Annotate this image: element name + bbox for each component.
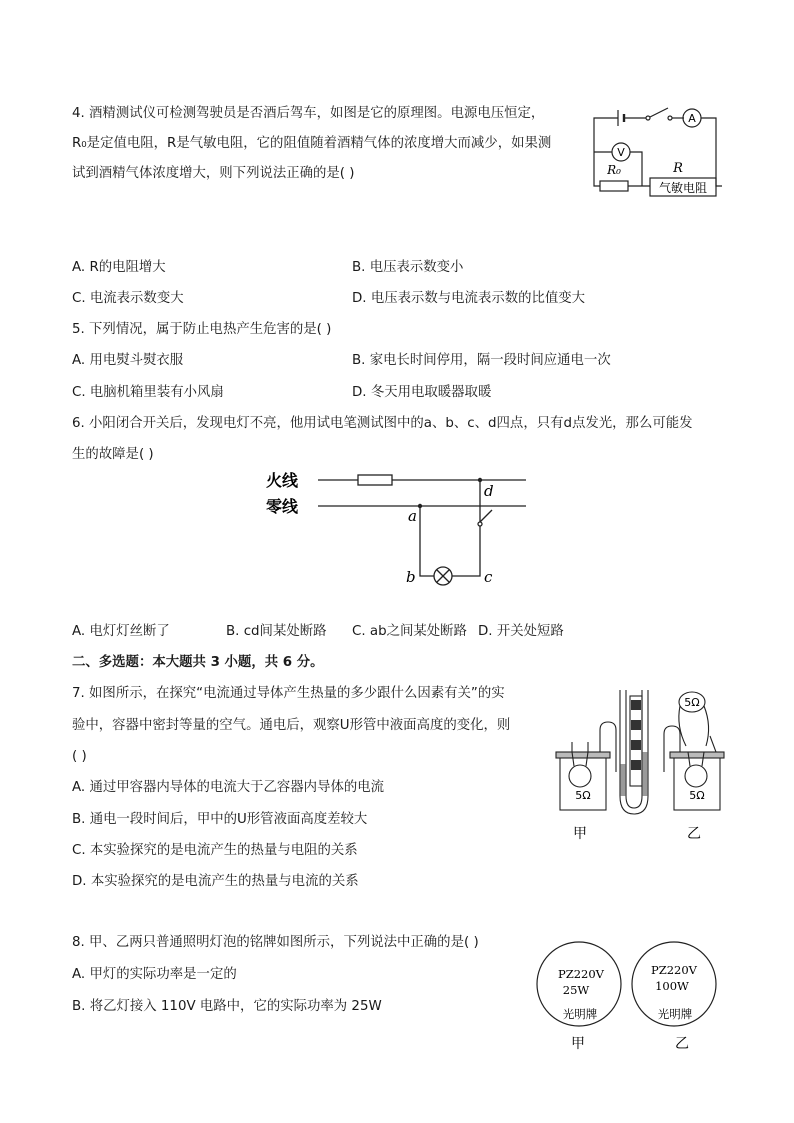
point-c-label: c <box>484 568 493 586</box>
sensor-label: 气敏电阻 <box>658 181 708 195</box>
lamp-jia-label: 甲 <box>571 1036 585 1052</box>
q6-option-d[interactable]: D. 开关处短路 <box>478 624 564 639</box>
jia-power-text: 25W <box>562 983 590 997</box>
section-heading: 二、多选题：本大题共 3 小题，共 6 分。 <box>72 655 324 670</box>
q7-stem-line1: 7. 如图所示，在探究“电流通过导体产生热量的多少跟什么因素有关”的实 <box>72 686 505 701</box>
q7-stem-line3: ( ) <box>72 749 87 764</box>
q5-option-b[interactable]: B. 家电长时间停用，隔一段时间应通电一次 <box>352 353 611 368</box>
lamp-yi-label: 乙 <box>675 1036 689 1052</box>
q6-option-c[interactable]: C. ab之间某处断路 <box>352 624 467 639</box>
q6-circuit-diagram <box>262 466 532 592</box>
container-yi-label: 乙 <box>687 826 701 842</box>
q4-option-b[interactable]: B. 电压表示数变小 <box>352 260 464 275</box>
q4-stem-line2: R₀是定值电阻，R是气敏电阻，它的阻值随着酒精气体的浓度增大而减少，如果测 <box>72 136 552 151</box>
q7-option-c[interactable]: C. 本实验探究的是电流产生的热量与电阻的关系 <box>72 843 358 858</box>
jia-brand-text: 光明牌 <box>562 1007 598 1021</box>
q7-option-d[interactable]: D. 本实验探究的是电流产生的热量与电流的关系 <box>72 874 359 889</box>
point-b-label: b <box>406 568 416 586</box>
q7-experiment-diagram <box>550 686 730 846</box>
outside-resistor-label: 5Ω <box>684 696 700 709</box>
q7-stem-line2: 验中，容器中密封等量的空气。通电后，观察U形管中液面高度的变化，则 <box>72 718 511 733</box>
q7-option-a[interactable]: A. 通过甲容器内导体的电流大于乙容器内导体的电流 <box>72 780 385 795</box>
q6-option-a[interactable]: A. 电灯灯丝断了 <box>72 624 170 639</box>
point-a-label: a <box>408 507 417 525</box>
yi-brand-text: 光明牌 <box>657 1007 693 1021</box>
jia-model-text: PZ220V <box>558 967 604 981</box>
yi-model-text: PZ220V <box>651 963 697 977</box>
live-wire-label: 火线 <box>266 471 299 490</box>
q4-stem-line1: 4. 酒精测试仪可检测驾驶员是否酒后驾车，如图是它的原理图。电源电压恒定， <box>72 106 545 121</box>
yi-power-text: 100W <box>655 979 689 993</box>
q5-stem: 5. 下列情况，属于防止电热产生危害的是( ) <box>72 322 332 337</box>
q8-stem: 8. 甲、乙两只普通照明灯泡的铭牌如图所示，下列说法中正确的是( ) <box>72 935 479 950</box>
point-d-label: d <box>484 482 494 500</box>
r0-label: R₀ <box>607 163 621 177</box>
q4-option-a[interactable]: A. R的电阻增大 <box>72 260 166 275</box>
q6-stem-line2: 生的故障是( ) <box>72 447 154 462</box>
voltmeter-symbol: V <box>617 146 625 159</box>
left-resistor-label: 5Ω <box>575 789 591 802</box>
r-label: R <box>673 161 683 176</box>
q8-option-a[interactable]: A. 甲灯的实际功率是一定的 <box>72 967 237 982</box>
container-jia-label: 甲 <box>573 826 587 842</box>
right-resistor-label: 5Ω <box>689 789 705 802</box>
ammeter-symbol: A <box>688 112 696 125</box>
q8-option-b[interactable]: B. 将乙灯接入 110V 电路中，它的实际功率为 25W <box>72 999 382 1014</box>
q8-nameplate-diagram <box>534 938 724 1058</box>
q4-stem-line3: 试到酒精气体浓度增大，则下列说法正确的是( ) <box>72 166 355 181</box>
q7-option-b[interactable]: B. 通电一段时间后，甲中的U形管液面高度差较大 <box>72 812 368 827</box>
q6-option-b[interactable]: B. cd间某处断路 <box>226 624 327 639</box>
neutral-wire-label: 零线 <box>266 497 299 516</box>
q5-option-d[interactable]: D. 冬天用电取暖器取暖 <box>352 385 492 400</box>
q5-option-c[interactable]: C. 电脑机箱里装有小风扇 <box>72 385 224 400</box>
q6-stem-line1: 6. 小阳闭合开关后，发现电灯不亮，他用试电笔测试图中的a、b、c、d四点，只有d点发光，那么可能发 <box>72 416 693 431</box>
q4-circuit-diagram <box>588 100 728 200</box>
q5-option-a[interactable]: A. 用电熨斗熨衣服 <box>72 353 184 368</box>
q4-option-c[interactable]: C. 电流表示数变大 <box>72 291 184 306</box>
q4-option-d[interactable]: D. 电压表示数与电流表示数的比值变大 <box>352 291 586 306</box>
